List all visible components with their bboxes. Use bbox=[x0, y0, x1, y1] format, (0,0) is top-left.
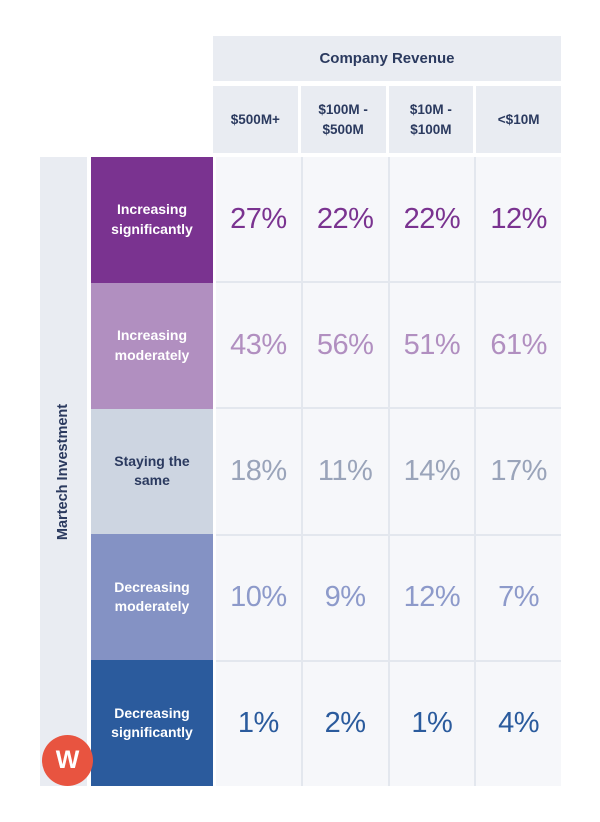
data-grid bbox=[216, 157, 561, 786]
data-cell: 7% bbox=[476, 536, 561, 660]
data-cell: 17% bbox=[476, 409, 561, 533]
data-cell: 9% bbox=[303, 536, 388, 660]
column-header-500m-plus: $500M+ bbox=[213, 86, 298, 153]
row-group-label: Martech Investment bbox=[55, 403, 72, 540]
column-group-label: Company Revenue bbox=[319, 50, 455, 67]
column-header-under-10m: <$10M bbox=[476, 86, 561, 153]
data-cell: 10% bbox=[216, 536, 301, 660]
column-header-row bbox=[213, 86, 561, 153]
data-cell: 1% bbox=[390, 662, 475, 786]
data-cell: 22% bbox=[303, 157, 388, 281]
data-cell: 14% bbox=[390, 409, 475, 533]
row-label-increasing-moderately: Increasing moderately bbox=[91, 283, 213, 409]
data-cell: 11% bbox=[303, 409, 388, 533]
row-label-increasing-significantly: Increasing significantly bbox=[91, 157, 213, 283]
row-label-staying-the-same: Staying the same bbox=[91, 409, 213, 535]
data-cell: 51% bbox=[390, 283, 475, 407]
column-group-header bbox=[213, 36, 561, 81]
data-cell: 27% bbox=[216, 157, 301, 281]
data-cell: 56% bbox=[303, 283, 388, 407]
data-cell: 12% bbox=[390, 536, 475, 660]
wistia-logo bbox=[42, 735, 93, 786]
row-group-header bbox=[40, 157, 87, 786]
data-cell: 4% bbox=[476, 662, 561, 786]
row-label-column bbox=[91, 157, 213, 786]
data-cell: 1% bbox=[216, 662, 301, 786]
data-cell: 12% bbox=[476, 157, 561, 281]
data-cell: 61% bbox=[476, 283, 561, 407]
row-label-decreasing-significantly: Decreasing significantly bbox=[91, 660, 213, 786]
data-cell: 2% bbox=[303, 662, 388, 786]
data-cell: 18% bbox=[216, 409, 301, 533]
row-label-decreasing-moderately: Decreasing moderately bbox=[91, 534, 213, 660]
wistia-logo-letter: W bbox=[55, 746, 80, 774]
data-cell: 43% bbox=[216, 283, 301, 407]
column-header-10m-100m: $10M - $100M bbox=[389, 86, 474, 153]
data-cell: 22% bbox=[390, 157, 475, 281]
column-header-100m-500m: $100M - $500M bbox=[301, 86, 386, 153]
